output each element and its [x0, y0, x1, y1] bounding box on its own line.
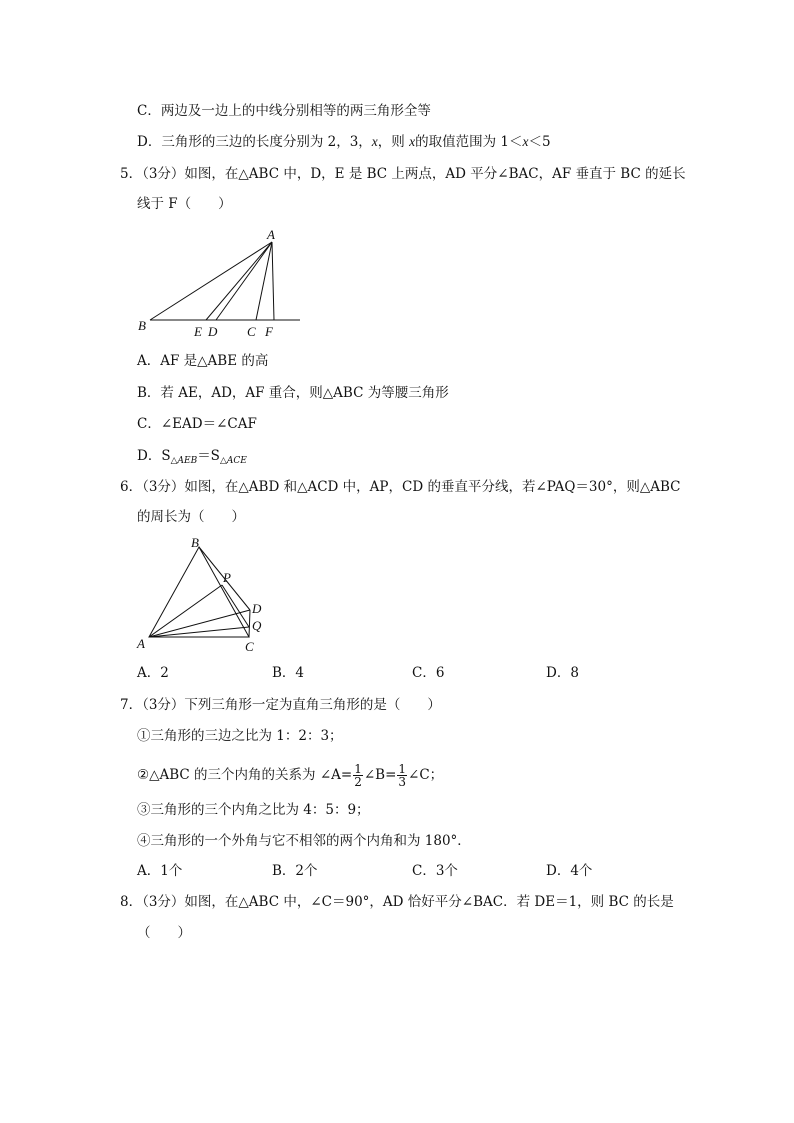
q7-s2-text: ②△ABC 的三个内角的关系为 ∠A=: [137, 767, 353, 783]
q7-s2-text: ∠B=: [363, 767, 397, 783]
q8-stem-line1: 8．（3分）如图，在△ABC 中，∠C＝90°，AD 恰好平分∠BAC．若 DE＝1，则 BC 的长是: [120, 894, 674, 910]
q6-label-p: P: [223, 570, 231, 585]
q5-label-c: C: [247, 324, 256, 339]
q5-line-ae: [206, 242, 272, 320]
q6-line-ap: [149, 585, 222, 637]
q4-option-d-text: D．三角形的三边的长度分别为 2，3，: [137, 134, 372, 150]
q7-stem: 7．（3分）下列三角形一定为直角三角形的是（ ）: [120, 697, 441, 713]
q5-line-ab: [150, 242, 272, 320]
q5-option-b: B．若 AE，AD，AF 重合，则△ABC 为等腰三角形: [137, 385, 449, 401]
q5-subscript: △ACE: [219, 456, 247, 466]
q4-var-x: x: [371, 134, 378, 149]
q6-option-c: C．6: [412, 665, 445, 681]
q5-label-b: B: [138, 318, 146, 333]
q5-stem-line2: 线于 F（ ）: [137, 196, 232, 212]
q5-label-d: D: [208, 324, 218, 339]
q5-option-d-text: D．S: [137, 448, 171, 464]
q5-option-c: C．∠EAD＝∠CAF: [137, 416, 257, 432]
q7-option-a: A．1个: [137, 863, 183, 879]
q6-label-a: A: [137, 636, 145, 651]
q5-option-d-text: ＝S: [197, 448, 220, 464]
q6-figure: [132, 535, 272, 657]
q7-fraction-third: [397, 763, 407, 788]
q6-option-a: A．2: [137, 665, 169, 681]
q7-statement-3: ③三角形的三个内角之比为 4：5：9；: [137, 802, 370, 818]
q5-subscript: △AEB: [170, 456, 198, 466]
q4-option-c: C．两边及一边上的中线分别相等的两三角形全等: [137, 103, 431, 119]
q7-statement-4: ④三角形的一个外角与它不相邻的两个内角和为 180°．: [137, 833, 471, 849]
q7-statement-2: [137, 760, 443, 790]
q6-label-q: Q: [252, 618, 262, 633]
q4-option-d-text: 的取值范围为 1＜: [415, 134, 523, 150]
q7-fraction-half: [353, 763, 363, 788]
q5-option-d: [137, 446, 247, 471]
q8-stem-line2: （ ）: [137, 925, 191, 941]
q6-line-ad: [149, 610, 250, 637]
q5-option-a: A．AF 是△ABE 的高: [137, 353, 269, 369]
q6-label-b: B: [191, 535, 199, 550]
q6-label-d: D: [252, 601, 262, 616]
q7-option-b: B．2个: [272, 863, 318, 879]
q5-figure: [130, 222, 310, 342]
q4-var-x: x: [409, 134, 416, 149]
q4-option-d-text: ，则: [377, 134, 405, 150]
q5-label-a: A: [267, 227, 275, 242]
q7-frac-den: 2: [354, 775, 362, 789]
q6-option-d: D．8: [546, 665, 579, 681]
q6-stem-line1: 6．（3分）如图，在△ABD 和△ACD 中，AP，CD 的垂直平分线，若∠PAQ＝30°，则△ABC: [120, 479, 681, 495]
q6-line-dc: [249, 610, 250, 637]
q7-statement-1: ①三角形的三边之比为 1：2：3；: [137, 728, 343, 744]
q4-option-d: [137, 132, 551, 152]
q7-frac-num: 1: [398, 762, 407, 776]
q6-option-b: B．4: [272, 665, 305, 681]
q5-label-e: E: [194, 324, 202, 339]
q6-line-aq: [149, 627, 249, 637]
q6-stem-line2: 的周长为（ ）: [137, 509, 245, 525]
q5-line-af: [272, 242, 274, 320]
q4-option-d-text: ＜5: [528, 134, 551, 150]
q7-s2-text: ∠C；: [408, 767, 444, 783]
q7-frac-den: 3: [398, 775, 407, 789]
q7-option-d: D．4个: [546, 863, 593, 879]
q5-label-f: F: [265, 324, 273, 339]
q5-stem-line1: 5．（3分）如图，在△ABC 中，D，E 是 BC 上两点，AD 平分∠BAC，AF 垂直于 BC 的延长: [120, 166, 686, 182]
q6-label-c: C: [245, 639, 254, 654]
q7-option-c: C．3个: [412, 863, 458, 879]
q7-frac-num: 1: [354, 762, 362, 776]
q4-var-x: x: [522, 134, 529, 149]
